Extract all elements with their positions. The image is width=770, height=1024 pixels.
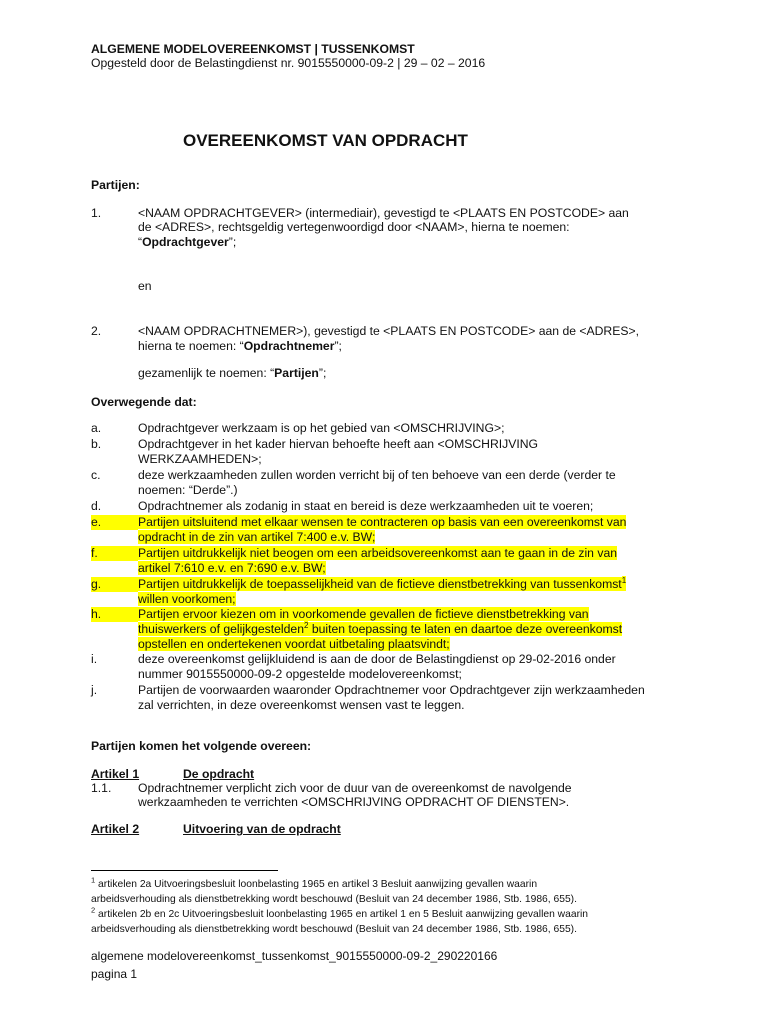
document-title: OVEREENKOMST VAN OPDRACHT	[183, 131, 468, 150]
consideration-f-line-2: artikel 7:610 e.v. en 7:690 e.v. BW;	[138, 561, 326, 575]
footnote-2-line-1: $^2$ artikelen 2b en 2c Uitvoeringsbesluit loonbelasting 1965 en artikel 1 en 5 Besluit aanwijzing gevallen waarin	[91, 905, 589, 920]
consideration-c-line-2: noemen: “Derde”.)	[138, 483, 238, 497]
footnote-divider	[91, 870, 278, 871]
consideration-d-line-1: Opdrachtnemer als zodanig in staat en bereid is deze werkzaamheden uit te voeren;	[138, 499, 594, 513]
consideration-j-line-1: Partijen de voorwaarden waaronder Opdrachtnemer voor Opdrachtgever zijn werkzaamheden	[138, 683, 645, 697]
consideration-b-line-1: Opdrachtgever in het kader hiervan behoefte heeft aan <OMSCHRIJVING	[138, 437, 539, 451]
consideration-a-marker: a.	[91, 421, 102, 435]
consideration-h-line-1: Partijen ervoor kiezen om in voorkomende gevallen de fictieve dienstbetrekking van	[138, 607, 589, 621]
consideration-j-marker: j.	[91, 683, 98, 697]
consideration-e-line-1: Partijen uitsluitend met elkaar wensen te contracteren op basis van een overeenkomst van	[138, 515, 627, 529]
header-subtitle: Opgesteld door de Belastingdienst nr. 9015550000-09-2 | 29 – 02 – 2016	[91, 56, 486, 70]
footnote-2-line-2: arbeidsverhouding als dienstbetrekking wordt beschouwd (Besluit van 24 december 1986, Stb. 1986, 655).	[91, 924, 577, 935]
clause-1-1-line-1: Opdrachtnemer verplicht zich voor de duur van de overeenkomst de navolgende	[138, 781, 572, 795]
footnote-1-line-2: arbeidsverhouding als dienstbetrekking wordt beschouwd (Besluit van 24 december 1986, Stb. 1986, 655).	[91, 894, 577, 905]
consideration-e-marker: e.	[91, 515, 138, 530]
party-1-line-1: <NAAM OPDRACHTGEVER> (intermediair), gevestigd te <PLAATS EN POSTCODE> aan	[138, 206, 629, 220]
consideration-h-marker: h.	[91, 607, 138, 622]
considerations-heading: Overwegende dat:	[91, 395, 197, 409]
consideration-b-marker: b.	[91, 437, 102, 451]
opdrachtnemer-term: Opdrachtnemer	[243, 339, 335, 353]
footnote-1-line-1: $^1$ artikelen 2a Uitvoeringsbesluit loonbelasting 1965 en artikel 3 Besluit aanwijzing gevallen waarin	[91, 875, 538, 890]
consideration-h-line-2: thuiswerkers of gelijkgestelden$^2$ buiten toepassing te laten en daartoe deze overeenkomst	[138, 620, 623, 636]
parties-heading: Partijen:	[91, 178, 140, 192]
clause-1-1-line-2: werkzaamheden te verrichten <OMSCHRIJVING OPDRACHT OF DIENSTEN>.	[138, 795, 570, 809]
party-1-line-3: “Opdrachtgever”;	[138, 235, 237, 249]
consideration-c-marker: c.	[91, 468, 101, 482]
consideration-g-marker: g.	[91, 577, 138, 592]
article-1-title: De opdracht	[183, 767, 255, 781]
consideration-g-line-2: willen voorkomen;	[138, 592, 236, 606]
consideration-d-marker: d.	[91, 499, 102, 513]
party-1-number: 1.	[91, 206, 102, 220]
footer-filename: algemene modelovereenkomst_tussenkomst_9015550000-09-2_290220166	[91, 949, 498, 963]
footer-page-number: pagina 1	[91, 967, 138, 981]
joint-name-line: gezamenlijk te noemen: “Partijen”;	[138, 366, 327, 380]
header-title: ALGEMENE MODELOVEREENKOMST | TUSSENKOMST	[91, 42, 415, 56]
consideration-j-line-2: zal verrichten, in deze overeenkomst wensen vast te leggen.	[138, 698, 465, 712]
party-2-line-2: hierna te noemen: “Opdrachtnemer”;	[138, 339, 342, 353]
consideration-e-line-2: opdracht in de zin van artikel 7:400 e.v. BW;	[138, 530, 376, 544]
and-text: en	[138, 279, 152, 293]
partijen-term: Partijen	[274, 366, 319, 380]
consideration-g-line-1: Partijen uitdrukkelijk de toepasselijkheid van de fictieve dienstbetrekking van tussenkomst$^1$	[138, 575, 627, 591]
consideration-a-line-1: Opdrachtgever werkzaam is op het gebied van <OMSCHRIJVING>;	[138, 421, 505, 435]
consideration-f-line-1: Partijen uitdrukkelijk niet beogen om een arbeidsovereenkomst aan te gaan in de zin van	[138, 546, 617, 560]
consideration-h-line-3: opstellen en ondertekenen voordat uitbetaling plaatsvindt;	[138, 637, 450, 651]
opdrachtgever-term: Opdrachtgever	[142, 235, 229, 249]
consideration-c-line-1: deze werkzaamheden zullen worden verricht bij of ten behoeve van een derde (verder te	[138, 468, 616, 482]
consideration-b-line-2: WERKZAAMHEDEN>;	[138, 452, 262, 466]
party-1-line-2: de <ADRES>, rechtsgeldig vertegenwoordigd door <NAAM>, hierna te noemen:	[138, 220, 570, 234]
agreement-heading: Partijen komen het volgende overeen:	[91, 739, 312, 753]
consideration-i-marker: i.	[91, 652, 98, 666]
article-2-title: Uitvoering van de opdracht	[183, 822, 341, 836]
consideration-i-line-2: nummer 9015550000-09-2 opgestelde modelovereenkomst;	[138, 667, 462, 681]
party-2-line-1: <NAAM OPDRACHTNEMER>), gevestigd te <PLAATS EN POSTCODE> aan de <ADRES>,	[138, 324, 639, 338]
party-2-number: 2.	[91, 324, 102, 338]
article-2-label: Artikel 2	[91, 822, 140, 836]
article-1-label: Artikel 1	[91, 767, 140, 781]
consideration-f-marker: f.	[91, 546, 138, 561]
clause-1-1-number: 1.1.	[91, 781, 112, 795]
consideration-i-line-1: deze overeenkomst gelijkluidend is aan de door de Belastingdienst op 29-02-2016 onder	[138, 652, 616, 666]
